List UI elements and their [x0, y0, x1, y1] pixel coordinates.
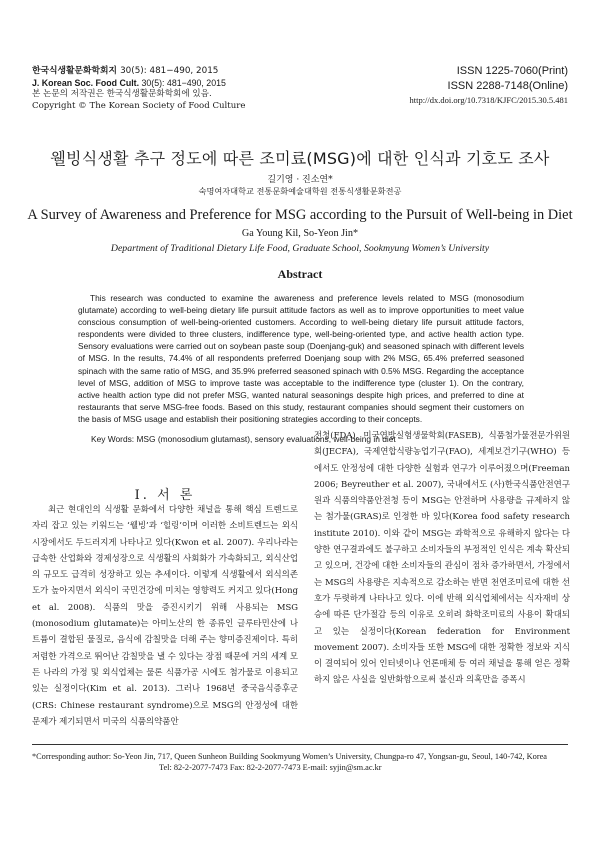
section-heading-introduction: I. 서 론	[134, 488, 196, 503]
abstract-heading: Abstract	[277, 267, 323, 281]
journal-ko-volume: 30(5): 481−490, 2015	[120, 66, 219, 76]
issn-block	[409, 64, 568, 107]
footnote-contact: Tel: 82-2-2077-7473 Fax: 82-2-2077-7473 E-mail: syjin@sm.ac.kr	[159, 763, 382, 772]
issn-print: ISSN 1225-7060(Print)	[456, 65, 568, 77]
body-column-left: 최근 현대인의 식생활 문화에서 다양한 채널을 통해 핵심 트렌드로 자리 잡고 있는 키워드는 ‘웰빙’과 ‘힐링’이며 이러한 소비트렌드는 외식시장에서도 두드러지게 나타나고 있다(Kwon et al. 2007). 우리나라는 급속한 산업화와 경제성장으로 식생활의 사회화가 가속화되고, 외식산업의 규모도 급격히 성장하고 있는 추세이다. 이렇게 식생활에서 외식의존도가 높아지면서 외식이 국민건강에 미치는 영향력도 커지고 있다(Hong et al. 2008). 식품의 맛을 증진시키기 위해 사용되는 MSG (monosodium glutamate)는 아미노산의 한 종류인 글루타민산에 나트륨이 결합된 물질로, 음식에 감칠맛을 더해 주는 향미증진제이다. 특히 저렴한 가격으로 뛰어난 감칠맛을 낼 수 있다는 장점 때문에 거의 세계 모든 나라의 가정 및 외식업체는 물론 식품가공 시에도 첨가물로 이용되고 있는 실정이다(Kim et al. 2013). 그러나 1968년 중국음식증후군(CRS: Chinese restaurant syndrome)으로 MSG의 안정성에 대한 문제가 제기되면서 미국의 식품의약품안	[32, 504, 298, 726]
copyright-ko: 본 논문의 저작권은 한국식생활문화학회에 있음.	[32, 89, 212, 99]
affiliation-en: Department of Traditional Dietary Life Food, Graduate School, Sookmyung Women’s University	[110, 243, 490, 254]
doi-link[interactable]: http://dx.doi.org/10.7318/KJFC/2015.30.5.481	[409, 95, 568, 105]
issn-online: ISSN 2288-7148(Online)	[447, 79, 568, 92]
journal-ko-line	[32, 66, 362, 78]
keywords: Key Words: MSG (monosodium glutamast), sensory evaluations, well-being in diet	[91, 434, 396, 444]
body-column-right: 전청(FDA), 미국연방실험생물학회(FASEB), 식품첨가물전문가위원회(JECFA), 국제연합식량농업기구(FAO), 세계보건기구(WHO) 등에서도 안정성에 대한 다양한 실험과 연구가 이루어졌으며(Freeman 2006; Beyreuther et al. 2007), 국내에서도 (사)한국식품안전연구원과 식품의약품안전청 등이 MSG는 안전하며 사용량을 규제하지 않는 첨가물(GRAS)로 인정한 바 있다(Korea food safety research institute 2010). 이와 같이 MSG는 과학적으로 유해하지 않다는 다양한 연구결과에도 불구하고 소비자들의 부정적인 인식은 계속 확산되고 있으며, 건강에 대한 소비자들의 관심이 점차 증가하면서, 가정에서는 MSG의 사용량은 지속적으로 감소하는 반면 천연조미료에 대한 선호가 두렷하게 나타나고 있다. 이에 반해 외식업체에서는 식자재비 상승에 따른 단가절감 등의 이유로 오히려 화학조미료의 사용이 확대되고 있는 실정이다(Korean federation for Environment movement 2007). 소비자들 또한 MSG에 대한 정확한 정보와 지식이 결여되어 있어 인터넷이나 언론매체 등 여러 채널을 통해 얻은 정확하지 않은 사실을 일반화함으로써 불신과 의혹만을 증폭시	[314, 430, 570, 685]
abstract-text: This research was conducted to examine the awareness and preference levels related to MSG (monosodium glutamate) according to well-being dietary life pursuit attitude factors as well as to improve opportunities to meet value conscious consumption of well-being-oriented customers. According to well-being dietary life pursuit attitude factors, respondents were divided to three clusters, indifference type, well-being-oriented type, and active health action type. Sensory evaluations were carried out on soybean paste soup (Doenjang-guk) and seasoned spinach with different levels of MSG. In the results, 74.4% of all respondents preferred Doenjang soup with 2% MSG, 65.4% preferred seasoned spinach with the same ratio of MSG, and 35.9% preferred seasoned spinach with 0.5% MSG. Regarding the acceptance level of MSG, addition of MSG to improve taste was acceptable to the indifference type (cluster 1). On the contrary, active health action type did not prefer MSG, wanted natural seasonings despite high prices, and preferred to dine at restaurants that serve MSG-free foods. Based on this study, restaurant companies should segment their customers on the basis of MSG usage and establish their positioning strategies according to their concepts.	[78, 293, 524, 424]
authors-ko: 길기영 · 진소연*	[267, 175, 333, 185]
journal-en-name: J. Korean Soc. Food Cult.	[32, 77, 140, 88]
footnote-corresponding-author: *Corresponding author: So-Yeon Jin, 717, Queen Sunheon Building Sookmyung Women’s University, Chungpa-ro 47, Yongsan-gu, Seoul, 140-742, Korea	[32, 752, 547, 761]
title-en: A Survey of Awareness and Preference for MSG according to the Pursuit of Well-being in Diet	[27, 207, 573, 223]
authors-en: Ga Young Kil, So-Yeon Jin*	[241, 228, 359, 239]
copyright-en: Copyright © The Korean Society of Food Culture	[32, 100, 246, 111]
journal-en-volume: 30(5): 481−490, 2015	[141, 77, 226, 88]
journal-en-line	[32, 78, 362, 90]
footnote-divider	[32, 744, 568, 745]
footnote	[32, 751, 572, 773]
journal-ko-name: 한국식생활문화학회지	[32, 66, 117, 76]
affiliation-ko: 숙명여자대학교 전통문화예술대학원 전통식생활문화전공	[198, 186, 402, 196]
journal-header	[32, 66, 362, 112]
title-ko: 웰빙식생활 추구 정도에 따른 조미료(MSG)에 대한 인식과 기호도 조사	[50, 149, 550, 168]
